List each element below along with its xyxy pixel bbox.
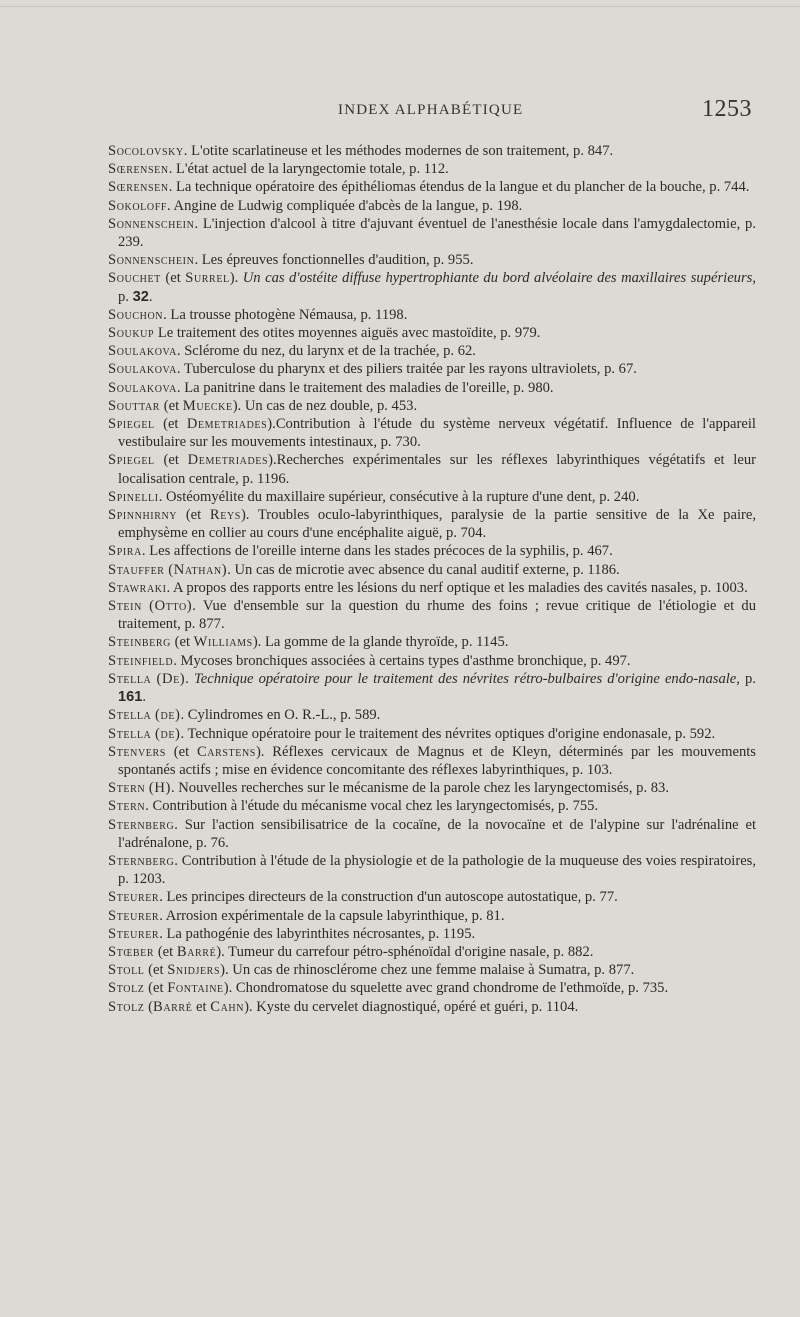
index-entry: Steinberg (et Williams). La gomme de la glande thyroïde, p. 1145.	[108, 634, 509, 651]
index-entry	[108, 324, 756, 342]
entry-text: Kyste du cervelet diagnostiqué, opéré et guéri, p. 1104.	[252, 998, 579, 1015]
entry-text: . La trousse photogène Némausa, p. 1198.	[163, 306, 408, 323]
entry-text: . Contribution à l'étude de la physiologie et de la pathologie de la muqueuse des voies respiratoires, p. 1203.	[118, 852, 756, 888]
index-entry: Stolz (Barré et Cahn). Kyste du cervelet diagnostiqué, opéré et guéri, p. 1104.	[108, 998, 579, 1015]
entry-text: . Les épreuves fonctionnelles d'audition, p. 955.	[194, 252, 474, 269]
entry-text: Le traitement des otites moyennes aiguës avec mastoïdite, p. 979.	[154, 325, 541, 342]
entry-text: Nouvelles recherches sur le mécanisme de la parole chez les laryngectomisés, p. 83.	[174, 780, 669, 797]
entry-author: Stella	[108, 707, 152, 724]
entry-title: Un cas d'ostéite diffuse hypertrophiante du bord alvéolaire des maxillaires supérieurs	[242, 270, 753, 287]
entry-coauthor: Barré	[176, 943, 217, 960]
entry-coauthor: Williams	[193, 634, 253, 651]
entry-coauthor: Carstens	[196, 743, 256, 760]
index-entry	[108, 925, 756, 943]
index-entry: Souttar (et Muecke). Un cas de nez double, p. 453.	[108, 397, 418, 414]
entry-author: Sœrensen	[108, 179, 169, 196]
index-entry	[108, 379, 756, 397]
entry-author: Steurer	[108, 889, 160, 906]
entry-author: Stenvers	[108, 743, 166, 760]
entry-text: . A propos des rapports entre les lésions du nerf optique et les maladies des cavités nasales, p. 1003.	[166, 579, 748, 596]
index-entry	[108, 360, 756, 378]
entry-author-qualifier: (de)	[155, 725, 181, 742]
entry-text: . La technique opératoire des épithéliomas étendus de la langue et du plancher de la bouche, p. 744.	[168, 179, 750, 196]
entry-coauthor: Fontaine	[167, 980, 224, 997]
entry-author: Sonnenschein	[108, 252, 195, 269]
entry-text: Réflexes cervicaux de Magnus et de Kleyn, déterminés par les mouvements spontanés actifs ; mise en évidence concomitante des réflexes labyrinthiques, p. 103.	[118, 743, 756, 778]
entry-text: . Les affections de l'oreille interne dans les stades précoces de la syphilis, p. 467.	[141, 543, 613, 560]
index-entry: Souchet (et Surrel). Un cas d'ostéite diffuse hypertrophiante du bord alvéolaire des maxillaires supérieurs, p. 32.	[108, 270, 756, 305]
entry-coauthor: Cahn	[210, 998, 245, 1015]
index-entry	[108, 251, 756, 269]
entry-text: Technique opératoire pour le traitement des névrites optiques d'origine endonasale, p. 592.	[184, 725, 716, 742]
index-entry	[108, 797, 756, 815]
entry-author: Steurer	[108, 907, 160, 924]
entry-author: Stern	[108, 798, 146, 815]
entry-text: La gomme de la glande thyroïde, p. 1145.	[261, 634, 509, 651]
entry-author: Stoll	[108, 962, 145, 979]
entry-text: . L'état actuel de la laryngectomie totale, p. 112.	[168, 161, 449, 178]
index-entry: Spinnhirny (et Reys). Troubles oculo-labyrinthiques, paralysie de la partie sensitive de la Xe paire, emphysème en collier au cours d'une encéphalite aiguë, p. 704.	[108, 507, 756, 542]
entry-author: Soukup	[108, 325, 155, 342]
entry-text: . Sclérome du nez, du larynx et de la trachée, p. 62.	[176, 343, 476, 360]
index-entry: Stella (de). Cylindromes en O. R.-L., p. 589.	[108, 707, 381, 724]
index-entry: Stern (H). Nouvelles recherches sur le mécanisme de la parole chez les laryngectomisés, p. 83.	[108, 780, 669, 797]
index-entry: Stenvers (et Carstens). Réflexes cervicaux de Magnus et de Kleyn, déterminés par les mouvements spontanés actifs ; mise en évidence concomitante des réflexes labyrinthiques, p. 103.	[108, 743, 756, 778]
entry-text: . Angine de Ludwig compliquée d'abcès de la langue, p. 198.	[167, 197, 523, 214]
entry-text: . Tuberculose du pharynx et des piliers traitée par les rayons ultraviolets, p. 67.	[176, 361, 637, 378]
entry-author: Steinberg	[108, 634, 171, 651]
index-entry: Stella (de). Technique opératoire pour le traitement des névrites optiques d'origine endonasale, p. 592.	[108, 725, 716, 742]
entry-coauthor: Demetriades	[186, 416, 268, 433]
page-number: 1253	[702, 96, 752, 122]
entry-page: 161	[118, 689, 143, 706]
index-entry	[108, 178, 756, 196]
running-title: INDEX ALPHABÉTIQUE	[338, 102, 524, 118]
entry-coauthor: Barré	[153, 998, 193, 1015]
index-entries	[108, 142, 756, 1016]
entry-text: Chondromatose du squelette avec grand chondrome de l'ethmoïde, p. 735.	[232, 980, 669, 997]
entry-text: Contribution à l'étude du système nerveux végétatif. Influence de l'appareil vestibulaire sur les mouvements intestinaux, p. 730.	[118, 416, 756, 451]
entry-title: Technique opératoire pour le traitement des névrites rétro-bulbaires d'origine endo-nasale	[194, 670, 737, 687]
entry-author: Spiegel	[108, 452, 155, 469]
top-edge-rule	[0, 6, 800, 7]
entry-author: Stolz	[108, 980, 145, 997]
entry-author-qualifier: (de)	[155, 707, 181, 724]
entry-author: Souchon	[108, 306, 164, 323]
entry-author: Stolz	[108, 998, 145, 1015]
entry-text: . Sur l'action sensibilisatrice de la cocaïne, de la novocaïne et de l'alypine sur l'adrénaline et l'adrénalone, p. 76.	[118, 816, 756, 851]
entry-text: Troubles oculo-labyrinthiques, paralysie de la partie sensitive de la Xe paire, emphysème en collier au cours d'une encéphalite aiguë, p. 704.	[118, 507, 756, 542]
entry-text: Vue d'ensemble sur la question du rhume des foins ; revue critique de l'étiologie et du traitement, p. 877.	[118, 598, 756, 633]
entry-author: Souttar	[108, 397, 161, 414]
index-entry: Stœber (et Barré). Tumeur du carrefour pétro-sphénoïdal d'origine nasale, p. 882.	[108, 943, 594, 960]
entry-author-qualifier: (Nathan)	[168, 561, 228, 578]
entry-author: Spira	[108, 543, 142, 560]
index-entry	[108, 142, 756, 160]
entry-author-qualifier: (De)	[156, 670, 186, 687]
entry-text: . Contribution à l'étude du mécanisme vocal chez les laryngectomisés, p. 755.	[145, 798, 599, 815]
entry-text: . Ostéomyélite du maxillaire supérieur, consécutive à la rupture d'une dent, p. 240.	[158, 488, 640, 505]
entry-text: . La pathogénie des labyrinthites nécrosantes, p. 1195.	[159, 925, 476, 942]
entry-coauthor: Demetriades	[187, 452, 269, 469]
index-entry	[108, 816, 756, 852]
index-entry	[108, 652, 756, 670]
index-entry	[108, 888, 756, 906]
entry-author: Stein	[108, 598, 142, 615]
entry-coauthor: Surrel	[185, 270, 230, 287]
index-entry	[108, 197, 756, 215]
entry-author: Soulakova	[108, 379, 177, 396]
index-entry: Stein (Otto). Vue d'ensemble sur la question du rhume des foins ; revue critique de l'étiologie et du traitement, p. 877.	[108, 598, 756, 633]
entry-author: Spinelli	[108, 488, 159, 505]
entry-author: Sonnenschein	[108, 215, 195, 232]
entry-text: Cylindromes en O. R.-L., p. 589.	[184, 707, 381, 724]
index-entry	[108, 488, 756, 506]
entry-text: . L'otite scarlatineuse et les méthodes modernes de son traitement, p. 847.	[183, 143, 614, 159]
entry-author: Stauffer	[108, 561, 165, 578]
index-entry: Stauffer (Nathan). Un cas de microtie avec absence du canal auditif externe, p. 1186.	[108, 561, 620, 578]
index-entry: Stella (De). Technique opératoire pour le traitement des névrites rétro-bulbaires d'origine endo-nasale, p. 161.	[108, 670, 756, 706]
entry-author: Sternberg	[108, 852, 175, 869]
entry-author: Soulakova	[108, 361, 177, 378]
entry-author: Sternberg	[108, 816, 175, 833]
entry-author-qualifier: (Otto)	[149, 598, 193, 615]
entry-author-qualifier: (H)	[148, 780, 171, 797]
entry-text: Tumeur du carrefour pétro-sphénoïdal d'origine nasale, p. 882.	[224, 943, 594, 960]
index-entry	[108, 907, 756, 925]
entry-author: Steurer	[108, 925, 160, 942]
entry-author: Stern	[108, 780, 146, 797]
entry-author: Soulakova	[108, 343, 177, 360]
entry-author: Steinfield	[108, 652, 174, 669]
entry-author: Stawraki	[108, 579, 167, 596]
entry-coauthor: Reys	[209, 507, 241, 524]
entry-author: Spinnhirny	[108, 507, 178, 524]
index-entry	[108, 215, 756, 251]
entry-text: Un cas de rhinosclérome chez une femme malaise à Sumatra, p. 877.	[228, 962, 635, 979]
entry-author: Sokoloff	[108, 197, 168, 214]
entry-coauthor: Muecke	[182, 397, 233, 414]
entry-page: 32	[132, 288, 149, 305]
entry-text: . L'injection d'alcool à titre d'ajuvant éventuel de l'anesthésie locale dans l'amygdalectomie, p. 239.	[118, 215, 756, 251]
index-entry	[108, 579, 756, 597]
index-entry: Stolz (et Fontaine). Chondromatose du squelette avec grand chondrome de l'ethmoïde, p. 735.	[108, 980, 669, 997]
index-entry	[108, 160, 756, 178]
entry-author: Souchet	[108, 270, 161, 287]
entry-author: Stella	[108, 670, 152, 687]
index-entry: Stoll (et Snidjers). Un cas de rhinosclérome chez une femme malaise à Sumatra, p. 877.	[108, 962, 635, 979]
index-entry: Spiegel (et Demetriades).Recherches expérimentales sur les réflexes labyrinthiques végétatifs et leur localisation centrale, p. 1196.	[108, 452, 756, 487]
index-entry	[108, 306, 756, 324]
entry-author: Socolovsky	[108, 143, 184, 159]
index-entry: Spiegel (et Demetriades).Contribution à l'étude du système nerveux végétatif. Influence de l'appareil vestibulaire sur les mouvements intestinaux, p. 730.	[108, 416, 756, 451]
entry-author: Stella	[108, 725, 152, 742]
index-entry	[108, 342, 756, 360]
entry-author: Spiegel	[108, 416, 155, 433]
entry-text: Recherches expérimentales sur les réflexes labyrinthiques végétatifs et leur localisation centrale, p. 1196.	[118, 452, 756, 487]
index-entry	[108, 542, 756, 560]
entry-text: . Arrosion expérimentale de la capsule labyrinthique, p. 81.	[159, 907, 505, 924]
entry-author: Sœrensen	[108, 161, 169, 178]
entry-text: . Les principes directeurs de la construction d'un autoscope autostatique, p. 77.	[159, 889, 618, 906]
entry-text: . Mycoses bronchiques associées à certains types d'asthme bronchique, p. 497.	[173, 652, 631, 669]
entry-text: . La panitrine dans le traitement des maladies de l'oreille, p. 980.	[176, 379, 554, 396]
entry-text: Un cas de microtie avec absence du canal auditif externe, p. 1186.	[230, 561, 620, 578]
entry-author: Stœber	[108, 943, 155, 960]
index-entry	[108, 852, 756, 888]
entry-coauthor: Snidjers	[167, 962, 221, 979]
entry-text: Un cas de nez double, p. 453.	[241, 397, 418, 414]
